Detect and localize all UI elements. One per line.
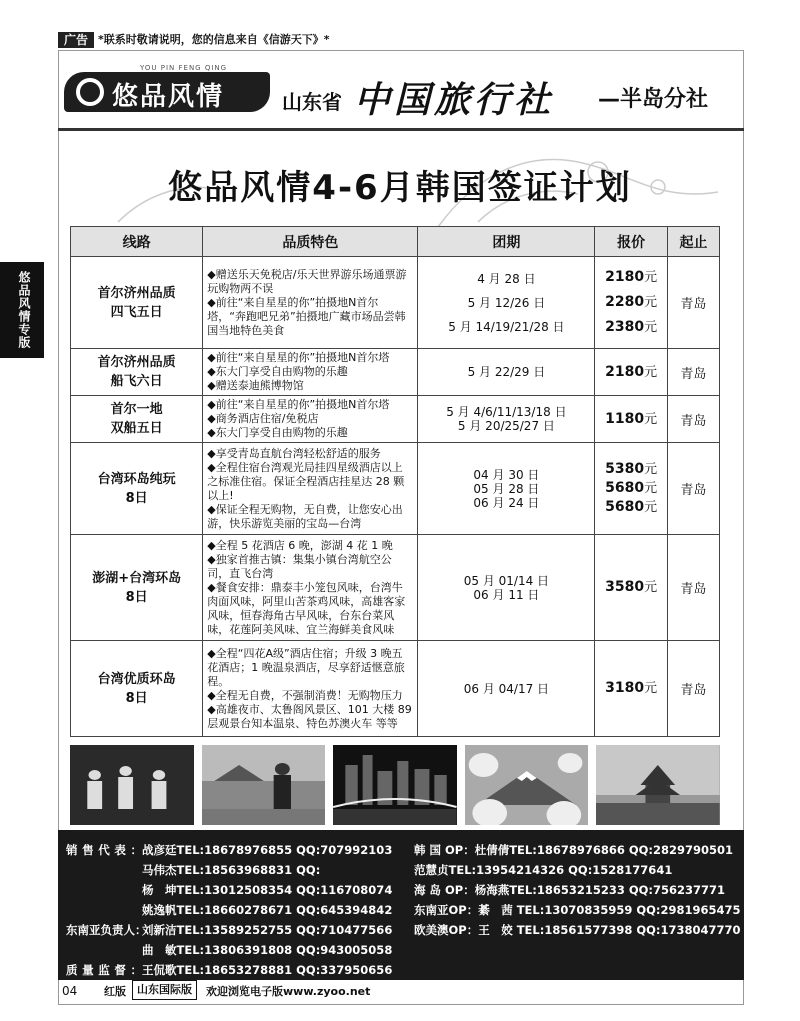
- contact-line: 东南亚OP：綦 茜 TEL:13070835959 QQ:2981965475: [414, 903, 741, 917]
- features-cell: ◆全程 5 花酒店 6 晚，澎湖 4 花 1 晚 ◆独家首推古镇：集集小镇台湾航空公司，直飞台湾 ◆餐食安排：鼎泰丰小笼包风味，台湾牛肉面风味，阿里山苦茶鸡风味，高雄客家风味，恒春海角古早风味，台东台菜风味，花莲阿美风味、宜兰海鲜美食风味: [203, 535, 418, 641]
- dates-cell: 5 月 4/6/11/13/18 日 5 月 20/25/27 日: [418, 396, 595, 443]
- dates-cell: 5 月 22/29 日: [418, 349, 595, 396]
- features-cell: ◆赠送乐天免税店/乐天世界游乐场通票游玩购物两不误 ◆前往“来自星星的你”拍摄地N首尔塔，“奔跑吧兄弟”拍摄地广藏市场品尝韩国当地特色美食: [203, 257, 418, 349]
- price-cell: 3580元: [595, 535, 667, 641]
- col-price: 报价: [595, 227, 667, 257]
- branch-name: —半岛分社: [598, 87, 709, 112]
- contact-line: 马伟杰TEL:18563968831 QQ:: [142, 863, 321, 877]
- sun-logo-icon: [76, 78, 104, 106]
- page-number: 04: [62, 984, 78, 998]
- contact-line: 东南亚负责人：刘新洁TEL:13589252755 QQ:710477566: [66, 923, 393, 937]
- contact-line: 销售代表：战彦廷TEL:18678976855 QQ:707992103: [66, 843, 393, 857]
- route-cell: 澎湖+台湾环岛 8日: [71, 535, 203, 641]
- col-departure: 起止: [667, 227, 719, 257]
- departure-cell: 青岛: [667, 257, 719, 349]
- contact-line: 曲 敏TEL:13806391808 QQ:943005058: [142, 943, 393, 957]
- side-tab: 悠品风情专版: [0, 262, 44, 358]
- dates-cell: 06 月 04/17 日: [418, 641, 595, 737]
- contact-panel: [58, 830, 744, 980]
- route-cell: 台湾优质环岛 8日: [71, 641, 203, 737]
- route-cell: 台湾环岛纯玩 8日: [71, 443, 203, 535]
- col-features: 品质特色: [203, 227, 418, 257]
- route-cell: 首尔济州品质 四飞五日: [71, 257, 203, 349]
- col-route: 线路: [71, 227, 203, 257]
- departure-cell: 青岛: [667, 535, 719, 641]
- footer-url: 欢迎浏览电子版www.zyoo.net: [206, 985, 371, 998]
- ad-tag: 广告: [58, 32, 94, 48]
- price-cell: 3180元: [595, 641, 667, 737]
- company-name: 中国旅行社: [354, 79, 555, 121]
- price-cell: 2180元 2280元 2380元: [595, 257, 667, 349]
- price-cell: 2180元: [595, 349, 667, 396]
- col-dates: 团期: [418, 227, 595, 257]
- edition-box: 山东国际版: [132, 980, 197, 1000]
- page-title: 悠品风情4-6月韩国签证计划: [168, 168, 632, 208]
- price-cell: 1180元: [595, 396, 667, 443]
- palace-guard-photo: [202, 745, 326, 825]
- photo-strip: [70, 745, 720, 825]
- contact-line: 海 岛 OP：杨海燕TEL:18653215233 QQ:756237771: [414, 883, 726, 897]
- table-header-row: [71, 227, 720, 257]
- contact-line: 杨 坤TEL:13012508354 QQ:116708074: [142, 883, 393, 897]
- table-row: [71, 535, 720, 641]
- mountain-fuji-photo: [465, 745, 589, 825]
- province-label: 山东省: [282, 90, 342, 114]
- route-cell: 首尔济州品质 船飞六日: [71, 349, 203, 396]
- table-row: [71, 443, 720, 535]
- price-cell: 5380元 5680元 5680元: [595, 443, 667, 535]
- table-row: [71, 349, 720, 396]
- contact-line: 姚逸帆TEL:18660278671 QQ:645394842: [142, 903, 393, 917]
- logo-subtitle: YOU PIN FENG QING: [140, 64, 228, 72]
- table-row: [71, 396, 720, 443]
- table-row: [71, 641, 720, 737]
- features-cell: ◆前往“来自星星的你”拍摄地N首尔塔 ◆商务酒店住宿/免税店 ◆东大门享受自由购物的乐趣: [203, 396, 418, 443]
- logo-text: 悠品风情: [112, 82, 225, 112]
- ad-notice: *联系时敬请说明，您的信息来自《信游天下》*: [98, 33, 330, 46]
- departure-cell: 青岛: [667, 396, 719, 443]
- contact-line: 韩 国 OP：杜倩倩TEL:18678976866 QQ:2829790501: [414, 843, 734, 857]
- dates-cell: 05 月 01/14 日 06 月 11 日: [418, 535, 595, 641]
- contact-line: 质量监督：王侃歌TEL:18653278881 QQ:337950656: [66, 963, 393, 977]
- features-cell: ◆前往“来自星星的你”拍摄地N首尔塔 ◆东大门享受自由购物的乐趣 ◆赠送泰迪熊博物馆: [203, 349, 418, 396]
- dates-cell: 4 月 28 日 5 月 12/26 日 5 月 14/19/21/28 日: [418, 257, 595, 349]
- route-cell: 首尔一地 双船五日: [71, 396, 203, 443]
- contact-line: 范慧贞TEL:13954214326 QQ:1528177641: [414, 863, 673, 877]
- dates-cell: 04 月 30 日 05 月 28 日 06 月 24 日: [418, 443, 595, 535]
- table-row: [71, 257, 720, 349]
- departure-cell: 青岛: [667, 443, 719, 535]
- departure-cell: 青岛: [667, 641, 719, 737]
- dancers-photo: [70, 745, 194, 825]
- departure-cell: 青岛: [667, 349, 719, 396]
- tour-plan-table: [70, 226, 720, 737]
- castle-photo: [596, 745, 720, 825]
- features-cell: ◆享受青岛直航台湾轻松舒适的服务 ◆全程住宿台湾观光局挂四星级酒店以上之标准住宿。保证全程酒店挂星达 28 颗以上! ◆保证全程无购物，无自费，让您安心出游，快乐游览美丽的宝岛—台湾: [203, 443, 418, 535]
- contact-line: 欧美澳OP：王 姣 TEL:18561577398 QQ:1738047770: [414, 923, 741, 937]
- city-night-photo: [333, 745, 457, 825]
- header-divider: [58, 128, 744, 131]
- features-cell: ◆全程“四花A级”酒店住宿；升级 3 晚五花酒店；1 晚温泉酒店，尽享舒适惬意旅程。 ◆全程无自费，不强制消费！无购物压力 ◆高雄夜市、太鲁阁风景区、101 大楼 89 层观景台知本温泉、特色苏澳火车 等等: [203, 641, 418, 737]
- edition-label: 红版: [104, 985, 126, 998]
